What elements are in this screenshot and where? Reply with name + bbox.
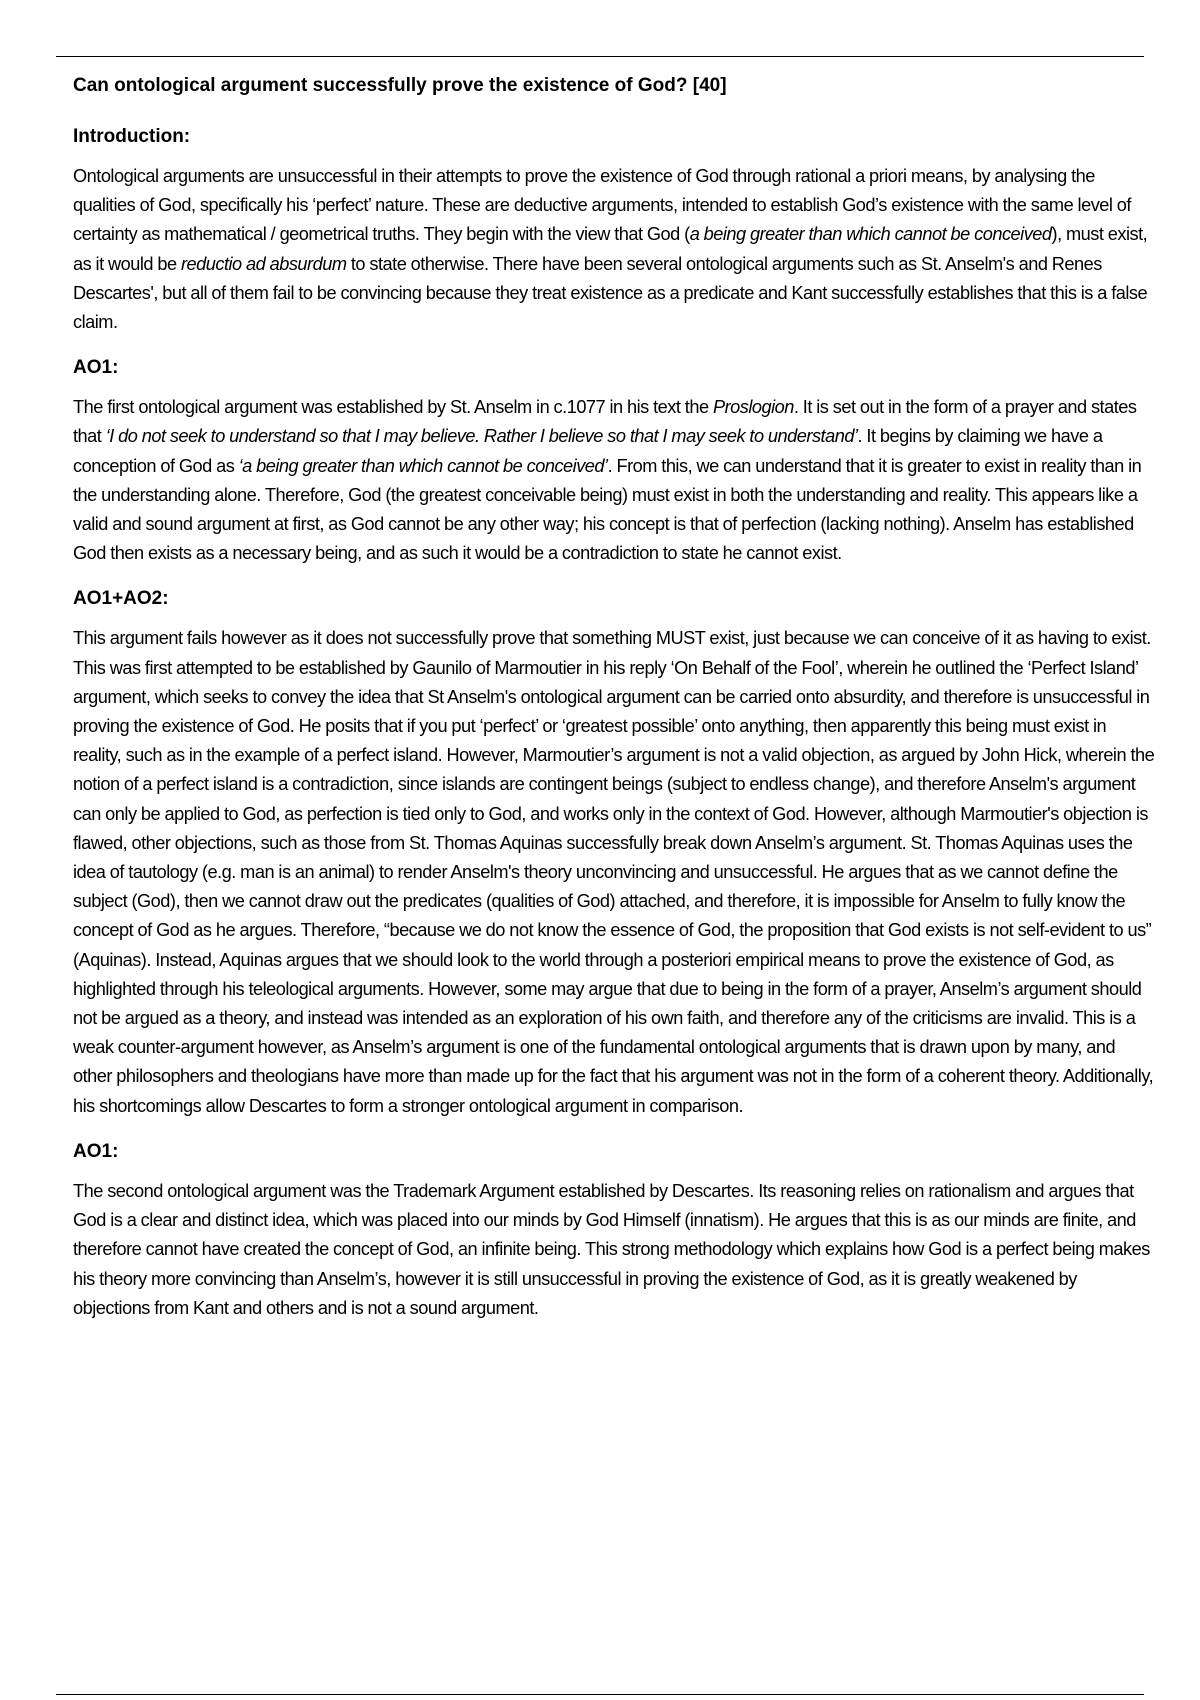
italic-title: Proslogion: [712, 397, 794, 418]
paragraph-ao1-anselm: The first ontological argument was established by St. Anselm in c.1077 in his text the Proslogion. It is set out in the form of a prayer and states that ‘I do not seek to understand so that I may believe. Rather I believe so that I may seek to understand’. It begins by claiming we have a conception of God as ‘a being greater than which cannot be conceived’. From this, we can understand that it is greater to exist in reality than in the understanding alone. Therefore, God (the greatest conceivable being) must exist in both the understanding and reality. This appears like a valid and sound argument at first, as God cannot be any other way; his concept is that of perfection (lacking nothing). Anselm has established God then exists as a necessary being, and as such it would be a contradiction to state he cannot exist.: [73, 397, 1142, 564]
document-body: [73, 72, 1157, 1340]
section-heading-ao1-ao2: AO1+AO2:: [73, 588, 169, 610]
italic-quote: a being greater than which cannot be conceived: [689, 224, 1052, 245]
italic-quote: ‘I do not seek to understand so that I may believe. Rather I believe so that I may seek to understand’: [105, 426, 858, 447]
paragraph-introduction: Ontological arguments are unsuccessful in their attempts to prove the existence of God through rational a priori means, by analysing the qualities of God, specifically his ‘perfect’ nature. These are deductive arguments, intended to establish God’s existence with the same level of certainty as mathematical / geometrical truths. They begin with the view that God (a being greater than which cannot be conceived), must exist, as it would be reductio ad absurdum to state otherwise. There have been several ontological arguments such as St. Anselm's and Renes Descartes', but all of them fail to be convincing because they treat existence as a predicate and Kant successfully establishes that this is a false claim.: [73, 166, 1148, 333]
italic-term: reductio ad absurdum: [180, 253, 347, 274]
document-title: Can ontological argument successfully prove the existence of God? [40]: [73, 75, 727, 96]
italic-quote: ‘a being greater than which cannot be conceived’: [238, 455, 608, 476]
bottom-rule: [56, 1694, 1144, 1695]
paragraph-ao1-ao2: This argument fails however as it does not successfully prove that something MUST exist, just because we can conceive of it as having to exist. This was first attempted to be established by Gaunilo of Marmoutier in his reply ‘On Behalf of the Fool’, wherein he outlined the ‘Perfect Island’ argument, which seeks to convey the idea that St Anselm's ontological argument can be carried onto absurdity, and therefore is unsuccessful in proving the existence of God. He posits that if you put ‘perfect’ or ‘greatest possible’ onto anything, then apparently this being must exist in reality, such as in the example of a perfect island. However, Marmoutier’s argument is not a valid objection, as argued by John Hick, wherein the notion of a perfect island is a contradiction, since islands are contingent beings (subject to endless change), and therefore Anselm's argument can only be applied to God, as perfection is tied only to God, and works only in the context of God. However, although Marmoutier's objection is flawed, other objections, such as those from St. Thomas Aquinas successfully break down Anselm’s argument. St. Thomas Aquinas uses the idea of tautology (e.g. man is an animal) to render Anselm's theory unconvincing and unsuccessful. He argues that as we cannot define the subject (God), then we cannot draw out the predicates (qualities of God) attached, and therefore, it is impossible for Anselm to fully know the concept of God as he argues. Therefore, “because we do not know the essence of God, the proposition that God exists is not self-evident to us” (Aquinas). Instead, Aquinas argues that we should look to the world through a posteriori empirical means to prove the existence of God, as highlighted through his teleological arguments. However, some may argue that due to being in the form of a prayer, Anselm’s argument should not be argued as a theory, and instead was intended as an exploration of his own faith, and therefore any of the criticisms are invalid. This is a weak counter-argument however, as Anselm’s argument is one of the fundamental ontological arguments that is drawn upon by many, and other philosophers and theologians have more than made up for the fact that his argument was not in the form of a coherent theory. Additionally, his shortcomings allow Descartes to form a stronger ontological argument in comparison.: [73, 628, 1155, 1116]
section-heading-ao1-second: AO1:: [73, 1140, 119, 1162]
top-rule: [56, 56, 1144, 57]
paragraph-ao1-descartes: The second ontological argument was the Trademark Argument established by Descartes. Its reasoning relies on rationalism and argues that God is a clear and distinct idea, which was placed into our minds by God Himself (innatism). He argues that this is as our minds are finite, and therefore cannot have created the concept of God, an infinite being. This strong methodology which explains how God is a perfect being makes his theory more convincing than Anselm’s, however it is still unsuccessful in proving the existence of God, as it is greatly weakened by objections from Kant and others and is not a sound argument.: [73, 1180, 1150, 1318]
section-heading-introduction: Introduction:: [73, 126, 191, 147]
section-heading-ao1: AO1:: [73, 357, 119, 379]
